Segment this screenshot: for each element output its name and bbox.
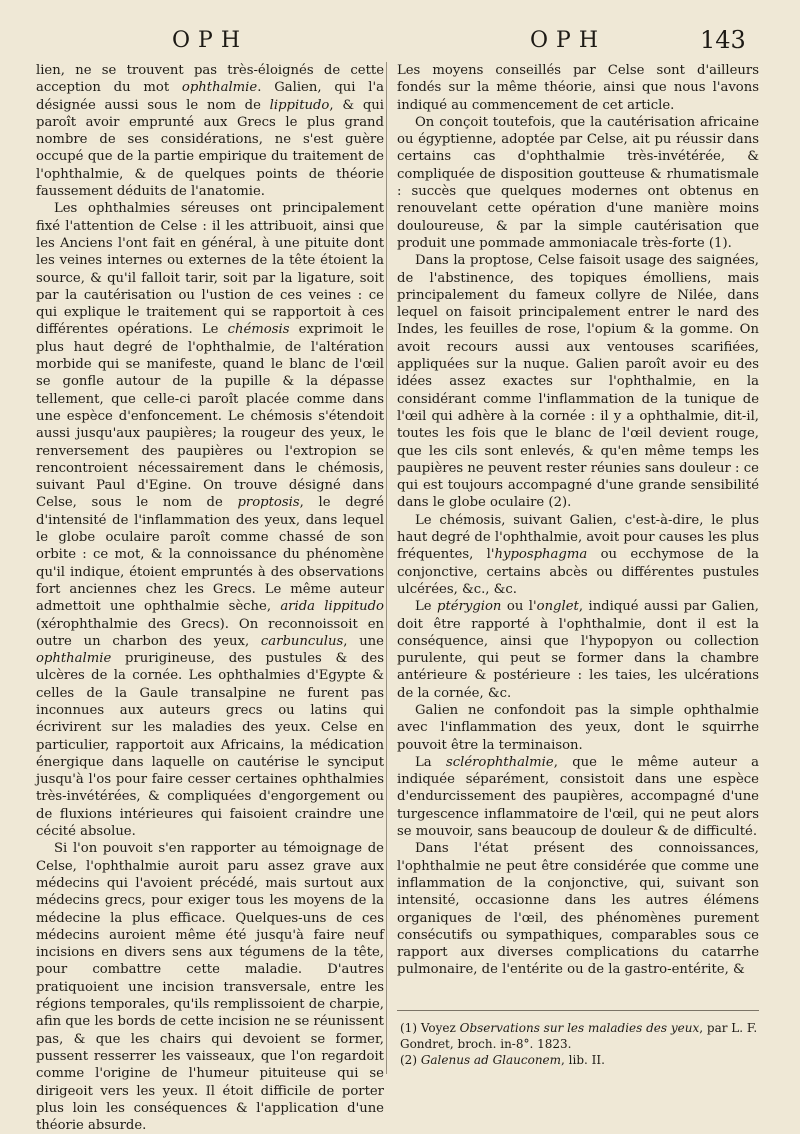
- right-column: [397, 62, 759, 979]
- running-header: [0, 24, 800, 64]
- paragraph: Si l'on pouvoit s'en rapporter au témoignage de Celse, l'ophthalmie auroit paru assez grave aux médecins qui l'avoient précédé, mais surtout aux médecins grecs, pour exiger tous les moyens de la médecine la plus efficace. Quelques-uns de ces médecins auroient même été jusqu'à faire neuf incisions en divers sens aux tégumens de la tête, pour combattre cette maladie. D'autres pratiquoient une incision transversale, entre les régions temporales, qu'ils remplissoient de charpie, afin que les bords de cette incision ne se réunissent pas, & que les chairs qui devoient se former, pussent resserrer les vaisseaux, que l'on regardoit comme l'origine de l'humeur pituiteuse qui se dirigeoit vers les yeux. Il étoit difficile de porter plus loin les conséquences & l'application d'une théorie absurde.: [36, 841, 384, 1134]
- paragraph: Le ptérygion ou l'onglet, indiqué aussi par Galien, doit être rapporté à l'ophthalmie, dont il est la conséquence, ainsi que l'hypopyon ou collection purulente, qui peut se former dans la chambre antérieure & postérieure : les taies, les ulcérations de la cornée, &c.: [397, 599, 759, 701]
- left-column: [36, 62, 384, 1134]
- paragraph: Galien ne confondoit pas la simple ophthalmie avec l'inflammation des yeux, dont le squirrhe pouvoit être la terminaison.: [397, 702, 759, 753]
- paragraph: Les moyens conseillés par Celse sont d'ailleurs fondés sur la même théorie, ainsi que nous l'avons indiqué au commencement de cet article.: [397, 63, 759, 113]
- footnote-2: (2) Galenus ad Glauconem, lib. II.: [400, 1053, 605, 1067]
- paragraph: Dans l'état présent des connoissances, l'ophthalmie ne peut être considérée que comme une inflammation de la conjonctive, qui, suivant son intensité, occasionne dans les autres élémens organiques de l'œil, des phénomènes purement consécutifs ou sympathiques, comparables sous ce rapport aux diverses complications du catarrhe pulmonaire, de l'entérite ou de la gastro-entérite, &: [397, 841, 759, 978]
- header-right-word: OPH: [530, 28, 607, 53]
- footnote-rule: [397, 1010, 759, 1011]
- paragraph: Le chémosis, suivant Galien, c'est-à-dire, le plus haut degré de l'ophthalmie, avoit pour causes les plus fréquentes, l'hyposphagma ou ecchymose de la conjonctive, certains abcès ou différentes pustules ulcérées, &c., &c.: [397, 512, 760, 597]
- paragraph: lien, ne se trouvent pas très-éloignés de cette acception du mot ophthalmie. Galien, qui l'a désignée aussi sous le nom de lippitudo, & qui paroît avoir emprunté aux Grecs le plus grand nombre de ses considérations, ne s'est guère occupé que de la partie empirique du traitement de l'ophthalmie, & de quelques points de théorie faussement déduits de l'anatomie.: [36, 63, 384, 200]
- page-number: 143: [700, 26, 746, 54]
- column-divider: [386, 62, 387, 1074]
- paragraph: On conçoit toutefois, que la cautérisation africaine ou égyptienne, adoptée par Celse, ait pu réussir dans certains cas d'ophthalmie très-invétérée, & compliquée de disposition goutteuse & rhumatismale : succès que quelques modernes ont obtenus en renouvelant cette opération d'une manière moins douloureuse, & par la simple cautérisation que produit une pommade ammoniacale très-forte (1).: [397, 114, 759, 251]
- footnote-1: (1) Voyez Observations sur les maladies des yeux, par L. F. Gondret, broch. in-8°. 1823.: [400, 1021, 758, 1051]
- paragraph: Les ophthalmies séreuses ont principalement fixé l'attention de Celse : il les attribuoit, ainsi que les Anciens l'ont fait en général, à une pituite dont les veines internes ou externes de la tête étoient la source, & qu'il falloit tarir, soit par la ligature, soit par la cautérisation ou l'ustion de ces veines : ce qui explique le traitement qui se rapportoit à ces différentes opérations. Le chémosis exprimoit le plus haut degré de l'ophthalmie, de l'altération morbide qui se manifeste, quand le blanc de l'œil se gonfle autour de la pupille & la dépasse tellement, que celle-ci paroît placée comme dans une espèce d'enfoncement. Le chémosis s'étendoit aussi jusqu'aux paupières; la rougeur des yeux, le renversement des paupières ou l'extropion se rencontroient nécessairement dans le chémosis, suivant Paul d'Egine. On trouve désigné dans Celse, sous le nom de proptosis, le degré d'intensité de l'inflammation des yeux, dans lequel le globe oculaire paroît comme chassé de son orbite : ce mot, & la connoissance du phénomène qu'il indique, étoient empruntés à des observations fort anciennes chez les Grecs. Le même auteur admettoit une ophthalmie sèche, arida lippitudo (xérophthalmie des Grecs). On reconnoissoit en outre un charbon des yeux, carbunculus, une ophthalmie prurigineuse, des pustules & des ulcères de la cornée. Les ophthalmies d'Egypte & celles de la Gaule transalpine ne furent pas inconnues aux auteurs grecs ou latins qui écrivirent sur les maladies des yeux. Celse en particulier, rapportoit aux Africains, la médication énergique dans laquelle on cautérise le synciput jusqu'à l'os pour faire cesser certaines ophthalmies très-invétérées, & compliquées d'engorgement ou de fluxions intérieures qui faisoient craindre une cécité absolue.: [36, 201, 384, 840]
- header-left-word: OPH: [172, 28, 249, 53]
- paragraph: Dans la proptose, Celse faisoit usage des saignées, de l'abstinence, des topiques émolliens, mais principalement du fameux collyre de Nilée, dans lequel on faisoit principalement entrer le nard des Indes, les feuilles de rose, l'opium & la gomme. On avoit recours aussi aux ventouses scarifiées, appliquées sur la nuque. Galien paroît avoir eu des idées assez exactes sur l'ophthalmie, en la considérant comme l'inflammation de la tunique de l'œil qui adhère à la cornée : il y a ophthalmie, dit-il, toutes les fois que le blanc de l'œil devient rouge, que les cils sont enlevés, & qu'en même temps les paupières ne peuvent rester réunies sans douleur : ce qui est toujours accompagné d'une grande sensibilité dans le globe oculaire (2).: [397, 253, 759, 511]
- footnotes: [400, 1020, 760, 1068]
- paragraph: La sclérophthalmie, que le même auteur a indiquée séparément, consistoit dans une espèce d'endurcissement des paupières, accompagné d'une turgescence inflammatoire de l'œil, qui ne peut alors se mouvoir, sans beaucoup de douleur & de difficulté.: [397, 754, 760, 840]
